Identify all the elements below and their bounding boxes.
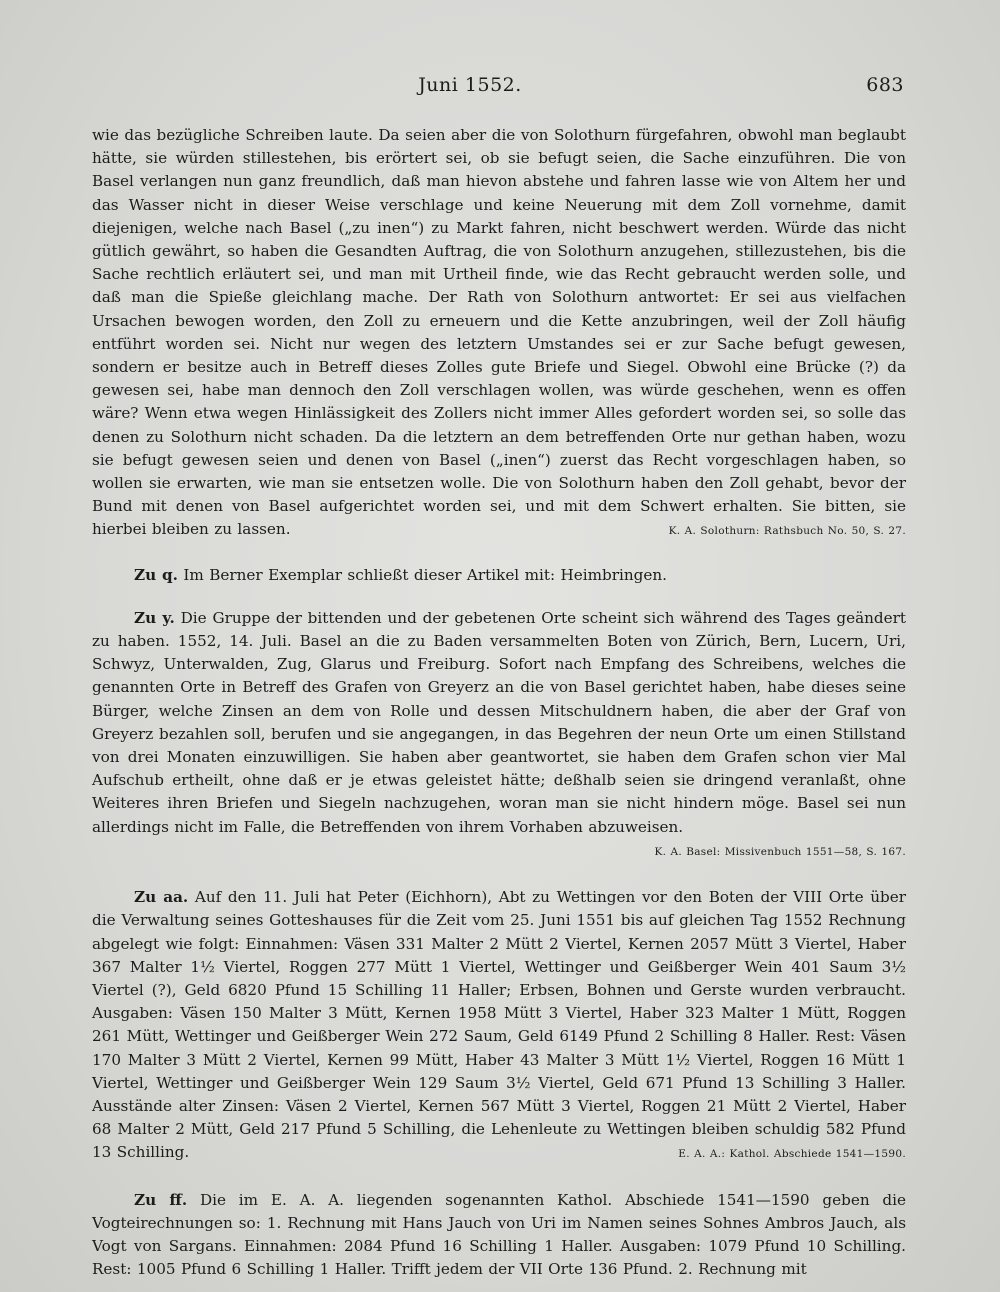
page-number: 683 [866, 74, 904, 96]
note-text: Im Berner Exemplar schließt dieser Artikel mit: Heimbringen. [183, 565, 667, 584]
source-citation: E. A. A.: Kathol. Abschiede 1541—1590. [678, 1148, 906, 1161]
paragraph-text: wie das bezügliche Schreiben laute. Da seien aber die von Solothurn fürgefahren, obwohl man beglaubt hätte, sie würden stillestehen, bis erörtert sei, ob sie befugt seien, die Sache einzuführen. Die von Basel verlangen nun ganz freundlich, daß man hievon abstehe und fahren lasse wie von Altem her und das Wasser nicht in dieser Weise verschlage und keine Neuerung mit dem Zoll vornehme, damit diejenigen, welche nach Basel („zu inen“) zu Markt fahren, nicht beschwert werden. Würde das nicht gütlich gewährt, so haben die Gesandten Auftrag, die von Solothurn anzugehen, stillezustehen, bis die Sache rechtlich erläutert sei, und man mit Urtheil finde, wie das Recht gebraucht werden solle, und daß man die Spieße gleichlang mache. Der Rath von Solothurn antwortet: Er sei aus vielfachen Ursachen bewogen worden, den Zoll zu erneuern und die Kette anzubringen, weil der Zoll häufig entführt worden sei. Nicht nur wegen des letztern Umstandes sei er zur Sache befugt gewesen, sondern er besitze auch in Betreff dieses Zolles gute Briefe und Siegel. Obwohl eine Brücke (?) da gewesen sei, habe man dennoch den Zoll verschlagen wollen, was würde geschehen, wenn es offen wäre? Wenn etwa wegen Hinlässigkeit des Zollers nicht immer Alles gefordert worden sei, so solle das denen zu Solothurn nicht schaden. Da die letztern an dem betreffenden Orte nur gethan haben, wozu sie befugt gewesen seien und denen von Basel („inen“) zuerst das Recht vorgeschlagen haben, so wollen sie erwarten, wie man sie entsetzen wolle. Die von Solothurn haben den Zoll gehabt, bevor der Bund mit denen von Basel aufgerichtet worden sei, und mit dem Schwert erhalten. Sie bitten, sie hierbei bleiben zu lassen. [92, 126, 906, 539]
page-body [92, 124, 906, 1281]
note-marker: Zu y. [134, 608, 175, 627]
note-text: Die Gruppe der bittenden und der gebetenen Orte scheint sich während des Tages geändert zu haben. 1552, 14. Juli. Basel an die zu Baden versammelten Boten von Zürich, Bern, Lucern, Uri, Schwyz, Unterwalden, Zug, Glarus und Freiburg. Sofort nach Empfang des Schreibens, welches die genannten Orte in Betreff des Grafen von Greyerz an die von Basel gerichtet haben, habe dieses seine Bürger, welche Zinsen an dem von Rolle und dessen Mitschuldnern haben, die aber der Graf von Greyerz bezahlen soll, berufen und sie angegangen, in das Begehren der neun Orte um einen Stillstand von drei Monaten einzuwilligen. Sie haben aber geantwortet, sie haben dem Grafen schon vier Mal Aufschub ertheilt, ohne daß er je etwas geleistet hätte; deßhalb seien sie dringend veranlaßt, ohne Weiteres ihren Briefen und Siegeln nachzugehen, woran man sie nicht hindern möge. Basel sei nun allerdings nicht im Falle, die Betreffenden von ihrem Vorhaben abzuweisen. [92, 608, 906, 836]
note-marker: Zu q. [134, 565, 178, 584]
paragraph-continuation [92, 124, 906, 544]
note-text: Die im E. A. A. liegenden sogenannten Kathol. Abschiede 1541—1590 geben die Vogteirechnungen so: 1. Rechnung mit Hans Jauch von Uri im Namen seines Sohnes Ambros Jauch, als Vogt von Sargans. Einnahmen: 2084 Pfund 16 Schilling 1 Haller. Ausgaben: 1079 Pfund 10 Schilling. Rest: 1005 Pfund 6 Schilling 1 Haller. Trifft jedem der VII Orte 136 Pfund. 2. Rechnung mit [92, 1190, 906, 1279]
note-aa [92, 886, 906, 1166]
running-title: Juni 1552. [418, 74, 522, 96]
note-marker: Zu aa. [134, 888, 189, 907]
running-head [0, 74, 1000, 104]
note-text: Auf den 11. Juli hat Peter (Eichhorn), Abt zu Wettingen vor den Boten der VIII Orte über die Verwaltung seines Gotteshauses für die Zeit vom 25. Juni 1551 bis auf gleichen Tag 1552 Rechnung abgelegt wie folgt: Einnahmen: Väsen 331 Malter 2 Mütt 2 Viertel, Kernen 2057 Mütt 3 Viertel, Haber 367 Malter 1½ Viertel, Roggen 277 Mütt 1 Viertel, Wettinger und Geißberger Wein 401 Saum 3½ Viertel (?), Geld 6820 Pfund 15 Schilling 11 Haller; Erbsen, Bohnen und Gerste wurden verbraucht. Ausgaben: Väsen 150 Malter 3 Mütt, Kernen 1958 Mütt 3 Viertel, Haber 323 Malter 1 Mütt, Roggen 261 Mütt, Wettinger und Geißberger Wein 272 Saum, Geld 6149 Pfund 2 Schilling 8 Haller. Rest: Väsen 170 Malter 3 Mütt 2 Viertel, Kernen 99 Mütt, Haber 43 Malter 3 Mütt 1½ Viertel, Roggen 16 Mütt 1 Viertel, Wettinger und Geißberger Wein 129 Saum 3½ Viertel, Geld 671 Pfund 13 Schilling 3 Haller. Ausstände alter Zinsen: Väsen 2 Viertel, Kernen 567 Mütt 3 Viertel, Roggen 21 Mütt 2 Viertel, Haber 68 Malter 2 Mütt, Geld 217 Pfund 5 Schilling, die Lehenleute zu Wettingen bleiben schuldig 582 Pfund 13 Schilling. [92, 888, 906, 1162]
note-q [92, 564, 906, 587]
source-citation: K. A. Basel: Missivenbuch 1551—58, S. 167. [654, 845, 906, 858]
note-y [92, 607, 906, 864]
source-citation: K. A. Solothurn: Rathsbuch No. 50, S. 27. [668, 525, 906, 538]
note-ff [92, 1189, 906, 1282]
note-marker: Zu ff. [134, 1190, 188, 1209]
